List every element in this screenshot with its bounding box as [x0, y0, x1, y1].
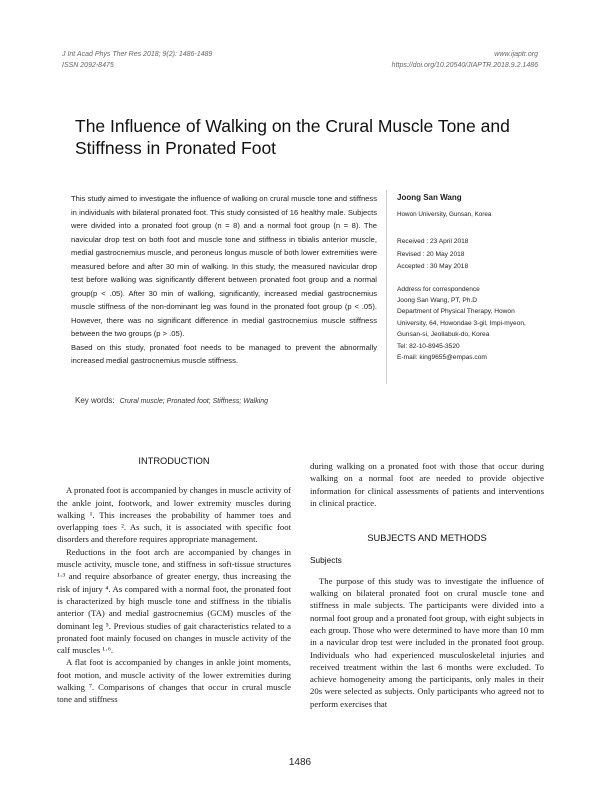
intro-paragraph-3: A flat foot is accompanied by changes in ankle joint moments, foot motion, and muscle activity of the lower extremities during walking ⁷. Comparisons of changes that occur in crural muscle tone and stiffness — [57, 657, 291, 705]
abstract — [71, 192, 377, 368]
received-date: Received : 23 April 2018 — [397, 238, 469, 245]
journal-site-link[interactable]: www.ijaptr.org — [494, 51, 538, 58]
journal-header-right — [392, 49, 538, 71]
right-paragraph-1: during walking on a pronated foot with those that occur during walking on a normal foot are needed to provide objective information for clinical assessments of patients and interventions in clinical practice. — [310, 461, 544, 508]
intro-paragraph-2: Reductions in the foot arch are accompanied by changes in muscle activity, muscle tone, and stiffness in soft-tissue structures ¹·³ and require absorbance of greater energy, thus increasing the risk of injury ⁴. As compared with a normal foot, the pronated foot is characterized by high muscle tone and stiffness in the tibialis anterior (TA) and medial gastrocnemius (GCM) muscles of the dominant leg ⁵. Previous studies of gait characteristics related to a pronated foot mainly focused on changes in muscle activity of the calf muscles ¹·⁶. — [57, 546, 291, 656]
correspondence-heading: Address for correspondence — [397, 285, 480, 293]
correspondence-address: Department of Physical Therapy, Howon University, 64, Howondae 3-gil, Impi-myeon, Gunsan-si, Jeollabuk-do, Korea — [397, 308, 526, 338]
correspondence-name: Joong San Wang, PT, Ph.D — [397, 296, 478, 304]
introduction-heading: INTRODUCTION — [138, 456, 210, 466]
paper-title: The Influence of Walking on the Crural Muscle Tone and Stiffness in Pronated Foot — [75, 116, 510, 158]
accepted-date: Accepted : 30 May 2018 — [397, 263, 469, 270]
abstract-paragraph-1: This study aimed to investigate the influence of walking on crural muscle tone and stiffness in individuals with bilateral pronated foot. This study consisted of 16 healthy male. Subjects were divided into a pronated foot group (n = 8) and a normal foot group (n = 8). The navicular drop test on both foot and muscle tone and stiffness in tibialis anterior muscle, medial gastrocnemius muscle, and peroneus longus muscle of both lower extremities were measured before and after 30 min of walking. In this study, the measured navicular drop test before walking was significantly different between pronated foot group and a normal group(p < .05). After 30 min of walking, significantly, increased medial gastrocnemius muscle stiffness of the non-dominant leg was found in the pronated foot group (p < .05). However, there was no significant difference in medial gastrocnemius muscle stiffness between the two groups (p > .05). — [71, 194, 377, 338]
correspondence-tel: Tel: 82-10-8945-3520 — [397, 342, 460, 350]
methods-heading: SUBJECTS AND METHODS — [367, 533, 487, 544]
keywords-label: Key words: — [75, 396, 115, 405]
revised-date: Revised : 20 May 2018 — [397, 250, 465, 258]
body-column-left — [57, 455, 291, 706]
author-info-sidebar — [397, 192, 537, 364]
doi-link[interactable]: https://doi.org/10.20540/JIAPTR.2018.9.2.1486 — [391, 62, 538, 69]
page-number: 1486 — [288, 757, 312, 768]
subjects-paragraph: The purpose of this study was to investigate the influence of walking on bilateral pronated foot on crural muscle tone and stiffness in male subjects. The participants were divided into a normal foot group and a pronated foot group, with eight subjects in each group. Those who were determined to have more than 10 mm in a navicular drop test were included in the pronated foot group. Individuals who had experienced musculoskeletal injuries and received treatment within the last 6 months were excluded. To achieve homogeneity among the participants, only males in their 20s were selected as subjects. Only participants who agreed not to perform exercises that — [310, 575, 544, 709]
correspondence-email[interactable]: E-mail: king9655@empas.com — [397, 354, 487, 361]
journal-issn: ISSN 2092-8475 — [62, 62, 114, 69]
subjects-heading: Subjects — [310, 555, 342, 566]
intro-paragraph-1: A pronated foot is accompanied by changes in muscle activity of the ankle joint, footwork, and lower extremity muscles during walking ¹. This increases the probability of hammer toes and overlapping toes ². As such, it is associated with specific foot disorders and therefore requires appropriate management. — [57, 485, 291, 545]
author-name: Joong San Wang — [397, 193, 462, 202]
column-divider — [386, 190, 387, 384]
body-column-right — [310, 460, 544, 710]
keywords-line — [75, 396, 268, 405]
article-dates — [397, 236, 537, 274]
correspondence-block — [397, 295, 537, 364]
keywords-value: Crural muscle; Pronated foot; Stiffness; Walking — [119, 398, 269, 405]
author-affiliation: Howon University, Gunsan, Korea — [397, 211, 492, 218]
journal-citation: J Int Acad Phys Ther Res 2018; 9(2): 1486-1489 — [62, 51, 213, 58]
abstract-paragraph-2: Based on this study, pronated foot needs to be managed to prevent the abnormally increased medial gastrocnemius muscle stiffness. — [71, 342, 377, 365]
journal-header-left — [62, 49, 212, 71]
